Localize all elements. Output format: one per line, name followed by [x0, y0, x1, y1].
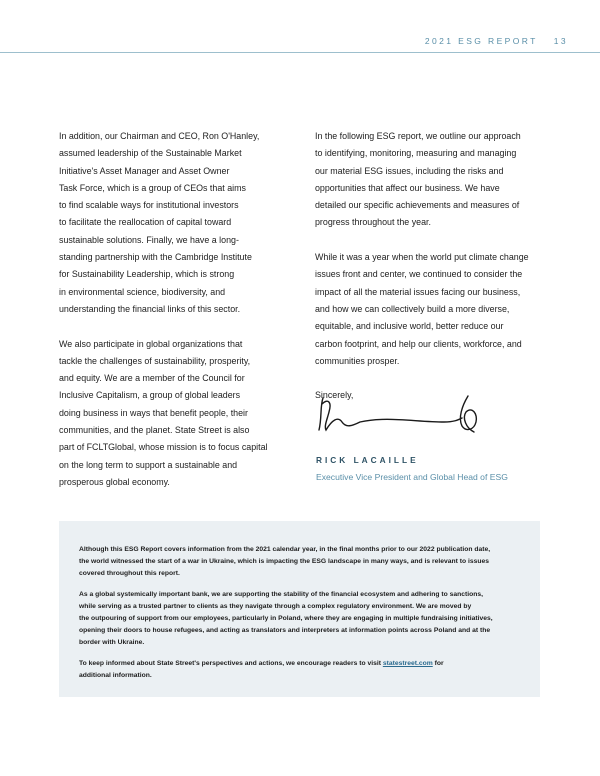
- text-line: in environmental science, biodiversity, and: [59, 286, 226, 297]
- text-line: sustainable solutions. Finally, we have a long-: [59, 234, 239, 245]
- right-paragraph-1: [315, 128, 547, 232]
- ukraine-note-box: [59, 521, 540, 697]
- text-line: We also participate in global organizations that: [59, 338, 243, 349]
- handwritten-signature: [316, 392, 492, 438]
- text-line: progress throughout the year.: [315, 217, 431, 228]
- text-line: to identifying, monitoring, measuring and managing: [315, 148, 517, 159]
- text-line: opening their doors to house refugees, and acting as translators and interpreters at information points across Poland and at the: [79, 627, 491, 635]
- text-line: As a global systemically important bank, we are supporting the stability of the financial ecosystem and adhering to sanctions,: [79, 590, 483, 598]
- text-line: carbon footprint, and help our clients, workforce, and: [315, 338, 522, 349]
- text-line: To keep informed about State Street's perspectives and actions, we encourage readers to visit: [79, 659, 383, 667]
- text-line: doing business in ways that benefit people, their: [59, 407, 248, 418]
- text-line: tackle the challenges of sustainability, prosperity,: [59, 355, 251, 366]
- page-header: [425, 36, 568, 46]
- text-line: assumed leadership of the Sustainable Market: [59, 148, 242, 159]
- left-column: [59, 128, 291, 491]
- text-line: while serving as a trusted partner to clients as they navigate through a complex regulatory environment. We are moved by: [79, 602, 472, 610]
- text-line: the outpouring of support from our employees, particularly in Poland, where they are engaging in multiple fundraising initiatives,: [79, 615, 493, 623]
- text-line: communities, and the planet. State Street is also: [59, 425, 250, 436]
- text-line: on the long term to support a sustainable and: [59, 459, 238, 470]
- text-line: prosperous global economy.: [59, 476, 170, 487]
- text-line: standing partnership with the Cambridge Institute: [59, 252, 252, 263]
- text-line: Inclusive Capitalism, a group of global leaders: [59, 390, 241, 401]
- report-title: 2021 ESG REPORT: [424, 36, 538, 46]
- text-line: impact of all the material issues facing our business,: [315, 286, 521, 297]
- text-line: Initiative's Asset Manager and Asset Owner: [59, 165, 230, 176]
- text-line: While it was a year when the world put climate change: [315, 252, 529, 263]
- text-line: understanding the financial links of this sector.: [59, 303, 241, 314]
- text-line: communities prosper.: [315, 355, 400, 366]
- note-paragraph-1: [79, 544, 520, 581]
- text-line: and equity. We are a member of the Council for: [59, 373, 245, 384]
- left-paragraph-1: [59, 128, 291, 318]
- text-line: border with Ukraine.: [79, 639, 145, 647]
- text-line: opportunities that affect our business. We have: [315, 182, 500, 193]
- text-line: Although this ESG Report covers information from the 2021 calendar year, in the final months prior to our 2022 publication date,: [79, 546, 491, 553]
- right-column: [315, 128, 547, 405]
- text-line: additional information.: [79, 671, 152, 679]
- text-line: the world witnessed the start of a war in Ukraine, which is impacting the ESG landscape in many ways, and is relevant to issues: [79, 558, 489, 566]
- text-line: issues front and center, we continued to consider the: [315, 269, 523, 280]
- right-paragraph-2: [315, 249, 547, 370]
- text-line: our material ESG issues, including the risks and: [315, 165, 504, 176]
- signer-title: Executive Vice President and Global Head of ESG: [316, 472, 508, 482]
- text-line: equitable, and inclusive world, better reduce our: [315, 321, 504, 332]
- note-paragraph-3: [79, 658, 520, 682]
- text-line: In addition, our Chairman and CEO, Ron O'Hanley,: [59, 131, 260, 141]
- text-line: to facilitate the reallocation of capital toward: [59, 217, 232, 228]
- header-divider: [0, 52, 600, 53]
- text-line: part of FCLTGlobal, whose mission is to focus capital: [59, 442, 268, 453]
- text-line: In the following ESG report, we outline our approach: [315, 131, 521, 141]
- page-number: 13: [553, 36, 568, 46]
- text-line: for Sustainability Leadership, which is strong: [59, 269, 235, 280]
- text-line: covered throughout this report.: [79, 570, 180, 578]
- text-line: for: [432, 659, 444, 667]
- text-line: Task Force, which is a group of CEOs that aims: [59, 182, 246, 193]
- statestreet-link[interactable]: statestreet.com: [382, 659, 433, 667]
- text-line: and how we can collectively build a more diverse,: [315, 303, 510, 314]
- note-paragraph-2: [79, 589, 520, 650]
- text-line: detailed our specific achievements and measures of: [315, 200, 520, 211]
- text-line: Sincerely,: [315, 390, 354, 401]
- left-paragraph-2: [59, 336, 291, 492]
- signer-name: RICK LACAILLE: [316, 455, 419, 465]
- text-line: to find scalable ways for institutional investors: [59, 200, 239, 211]
